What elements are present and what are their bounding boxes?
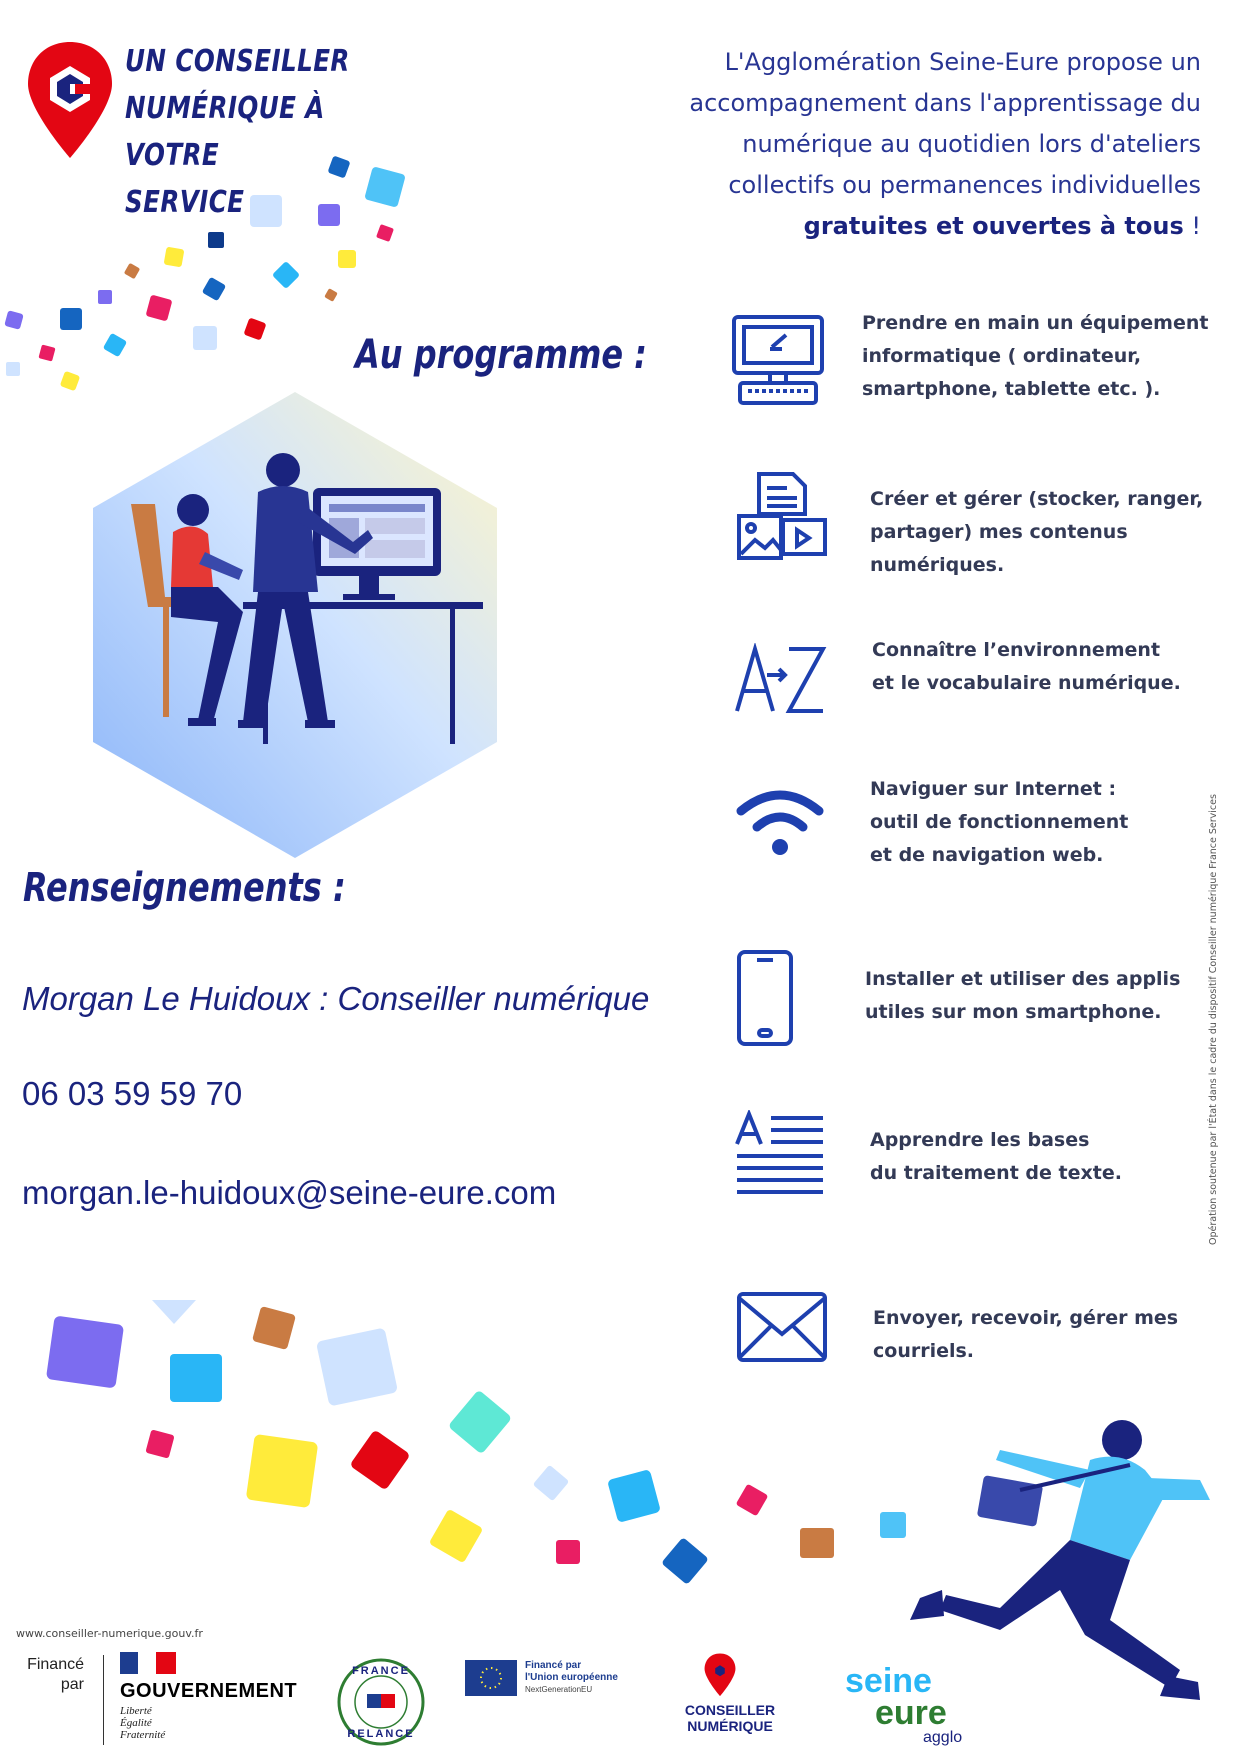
- item-6-line-1: Apprendre les bases: [870, 1129, 1090, 1151]
- contact-heading: Renseignements :: [23, 865, 346, 911]
- contact-email[interactable]: morgan.le-huidoux@seine-eure.com: [22, 1174, 557, 1211]
- marianne-flag-icon: [120, 1652, 176, 1674]
- item-4-line-2: outil de fonctionnement: [870, 811, 1129, 833]
- contact-phone[interactable]: 06 03 59 59 70: [22, 1075, 243, 1112]
- item-5-line-1: Installer et utiliser des applis: [865, 968, 1181, 990]
- cn-text-1: CONSEILLER: [684, 1702, 776, 1718]
- intro-line-2: accompagnement dans l'apprentissage du: [689, 89, 1201, 117]
- motto-2: Égalité: [120, 1717, 152, 1729]
- wifi-icon: [733, 785, 828, 860]
- eu-text-1: Financé par: [525, 1660, 582, 1671]
- france-relance-logo: [337, 1658, 425, 1746]
- text-document-icon: [733, 1110, 828, 1195]
- eu-logo: [465, 1660, 645, 1696]
- a-to-z-icon: [733, 643, 828, 718]
- programme-item-5: [865, 963, 1241, 1029]
- programme-item-6: [870, 1124, 1241, 1190]
- programme-item-7: [873, 1302, 1241, 1368]
- programme-item-3: [872, 634, 1241, 700]
- relance-bottom-text: RELANCE: [347, 1728, 415, 1740]
- title-line-2: NUMÉRIQUE À VOTRE: [125, 91, 325, 173]
- intro-line-3: numérique au quotidien lors d'ateliers: [742, 130, 1201, 158]
- smartphone-icon: [735, 948, 795, 1048]
- programme-heading: Au programme :: [355, 332, 647, 378]
- vertical-legal-note: Opération soutenue par l'État dans le cadre du dispositif Conseiller numérique France Services: [1208, 794, 1219, 1245]
- eure-text: eure: [875, 1694, 947, 1732]
- item-3-line-2: et le vocabulaire numérique.: [872, 672, 1181, 694]
- confetti-decoration-bottom: [0, 1290, 920, 1600]
- people-at-computer-illustration: [93, 392, 497, 858]
- cn-text-2: NUMÉRIQUE: [687, 1718, 773, 1734]
- intro-bold: gratuites et ouvertes à tous: [803, 212, 1184, 240]
- finance-label-2: par: [60, 1676, 84, 1693]
- eu-text-2: l'Union européenne: [525, 1672, 618, 1683]
- programme-item-2: [870, 483, 1241, 582]
- item-4-line-1: Naviguer sur Internet :: [870, 778, 1117, 800]
- intro-end: !: [1183, 212, 1201, 240]
- item-1-line-2: informatique ( ordinateur,: [862, 345, 1142, 367]
- content-files-icon: [735, 470, 830, 565]
- gouvernement-title: GOUVERNEMENT: [120, 1680, 298, 1702]
- item-1-line-3: smartphone, tablette etc. ).: [862, 378, 1161, 400]
- item-7-line-1: Envoyer, recevoir, gérer mes: [873, 1307, 1179, 1329]
- finance-label: [14, 1655, 84, 1695]
- intro-line-5: [581, 206, 1201, 247]
- footer-url[interactable]: www.conseiller-numerique.gouv.fr: [16, 1627, 203, 1640]
- eu-text-3: NextGenerationEU: [525, 1685, 593, 1694]
- programme-item-1: [862, 307, 1241, 406]
- item-4-line-3: et de navigation web.: [870, 844, 1104, 866]
- item-3-line-1: Connaître l’environnement: [872, 639, 1161, 661]
- computer-icon: [730, 313, 825, 408]
- title-line-3: SERVICE: [125, 185, 245, 220]
- footer-divider: [103, 1655, 104, 1745]
- item-2-line-1: Créer et gérer (stocker, ranger,: [870, 488, 1204, 510]
- seine-text: seine: [845, 1662, 932, 1700]
- item-2-line-3: numériques.: [870, 554, 1005, 576]
- item-1-line-1: Prendre en main un équipement: [862, 312, 1209, 334]
- item-5-line-2: utiles sur mon smartphone.: [865, 1001, 1162, 1023]
- gouvernement-logo: [120, 1652, 310, 1741]
- item-7-line-2: courriels.: [873, 1340, 975, 1362]
- item-2-line-2: partager) mes contenus: [870, 521, 1128, 543]
- agglo-text: agglo: [923, 1729, 963, 1746]
- intro-text: [581, 42, 1201, 247]
- intro-line-1: L'Agglomération Seine-Eure propose un: [724, 48, 1201, 76]
- small-pin-icon: [703, 1652, 737, 1698]
- motto-3: Fraternité: [120, 1729, 166, 1741]
- programme-item-4: [870, 773, 1241, 872]
- intro-line-4: collectifs ou permanences individuelles: [728, 171, 1201, 199]
- contact-name: Morgan Le Huidoux : Conseiller numérique: [22, 980, 650, 1017]
- conseiller-numerique-footer-logo: [685, 1652, 795, 1734]
- motto-1: Liberté: [120, 1705, 152, 1717]
- eu-flag-icon: [465, 1660, 517, 1696]
- item-6-line-2: du traitement de texte.: [870, 1162, 1122, 1184]
- seine-eure-agglo-logo: [845, 1662, 995, 1747]
- title-line-1: UN CONSEILLER: [125, 44, 350, 79]
- relance-top-text: FRANCE: [352, 1665, 410, 1677]
- finance-label-1: Financé: [27, 1656, 84, 1673]
